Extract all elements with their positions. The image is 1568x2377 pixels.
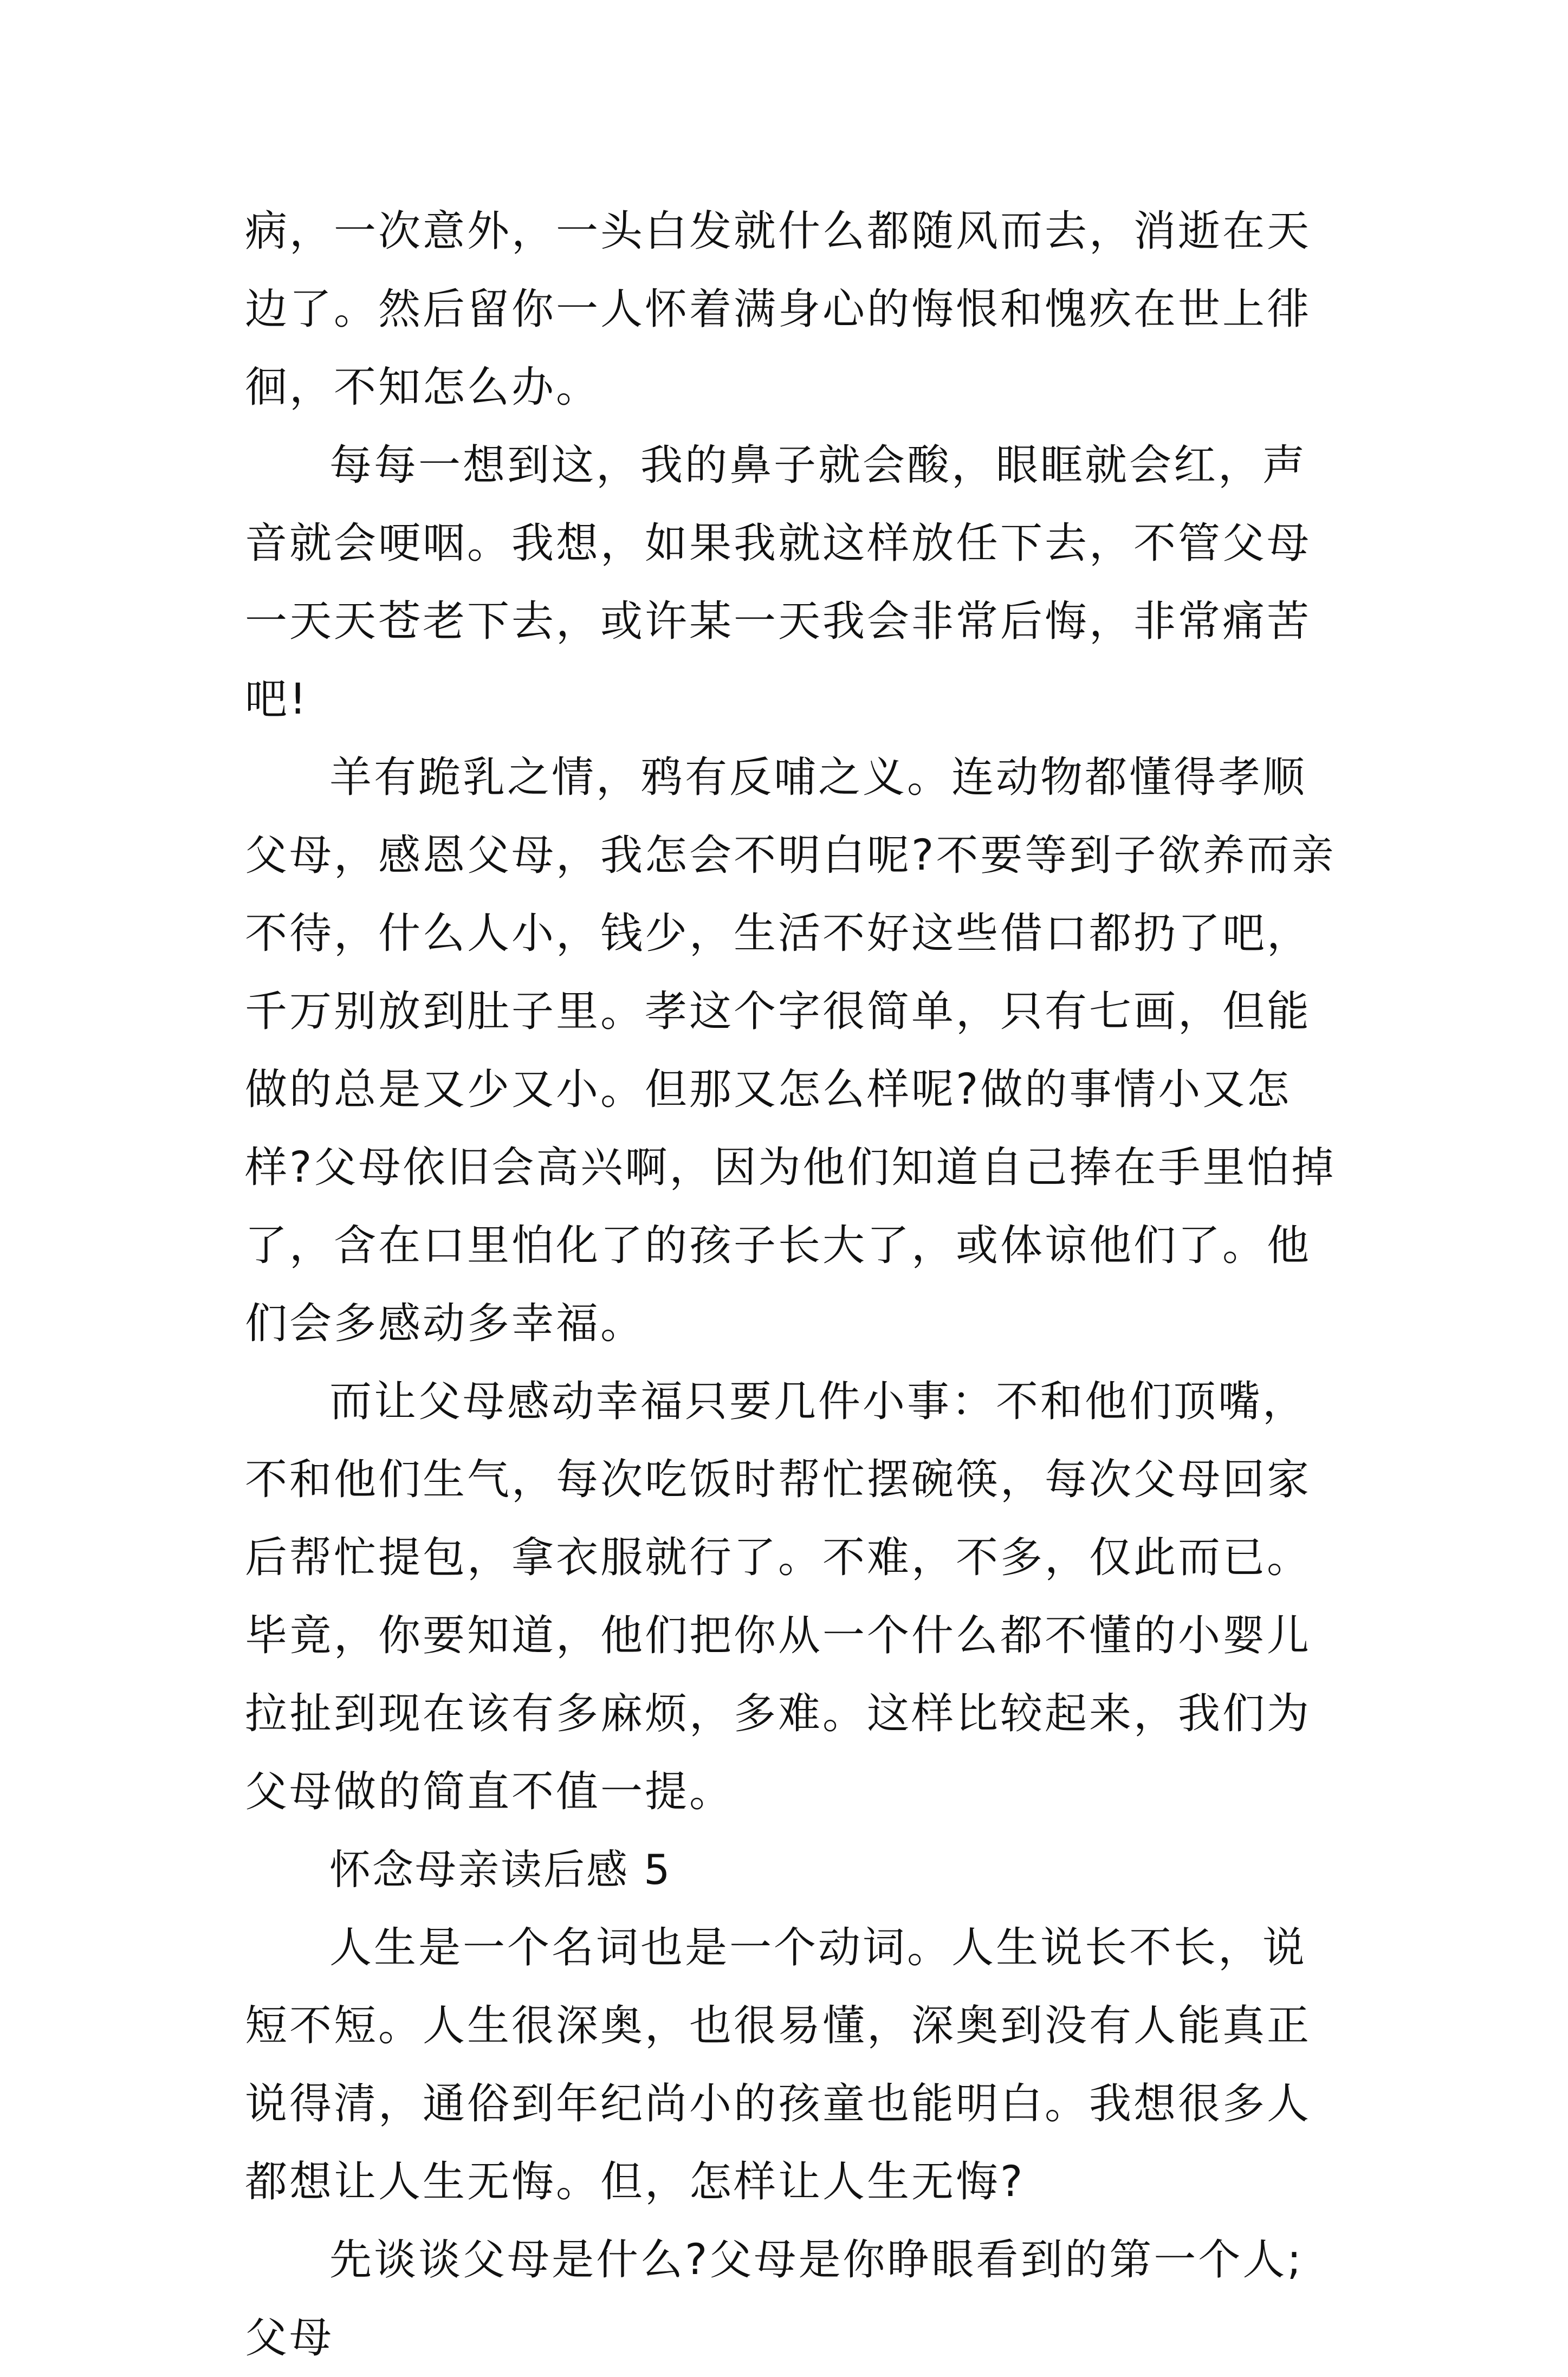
section-heading: 怀念母亲读后感 5 bbox=[329, 1845, 672, 1894]
paragraph: 每每一想到这，我的鼻子就会酸，眼眶就会红，声音就会哽咽。我想，如果我就这样放任下去，不管父母一天天苍老下去，或许某一天我会非常后悔，非常痛苦吧! bbox=[245, 441, 1312, 724]
paragraph: 而让父母感动幸福只要几件小事：不和他们顶嘴，不和他们生气，每次吃饭时帮忙摆碗筷，每次父母回家后帮忙提包，拿衣服就行了。不难，不多，仅此而已。毕竟，你要知道，他们把你从一个什么都不懂的小婴儿拉扯到现在该有多麻烦，多难。这样比较起来，我们为父母做的简直不值一提。 bbox=[245, 1377, 1312, 1816]
paragraph: 人生是一个名词也是一个动词。人生说长不长，说短不短。人生很深奥，也很易懂，深奥到没有人能真正说得清，通俗到年纪尚小的孩童也能明白。我想很多人都想让人生无悔。但，怎样让人生无悔? bbox=[245, 1923, 1312, 2206]
document-body bbox=[245, 192, 1337, 2377]
paragraph: 羊有跪乳之情，鸦有反哺之义。连动物都懂得孝顺父母，感恩父母，我怎会不明白呢?不要等到子欲养而亲不待，什么人小，钱少，生活不好这些借口都扔了吧，千万别放到肚子里。孝这个字很简单，只有七画，但能做的总是又少又小。但那又怎么样呢?做的事情小又怎样?父母依旧会高兴啊，因为他们知道自己捧在手里怕掉了，含在口里怕化了的孩子长大了，或体谅他们了。他们会多感动多幸福。 bbox=[245, 753, 1336, 1348]
paragraph: 先谈谈父母是什么?父母是你睁眼看到的第一个人;父母 bbox=[245, 2236, 1304, 2362]
paragraph-continued: 病，一次意外，一头白发就什么都随风而去，消逝在天边了。然后留你一人怀着满身心的悔恨和愧疚在世上徘徊，不知怎么办。 bbox=[245, 207, 1312, 412]
